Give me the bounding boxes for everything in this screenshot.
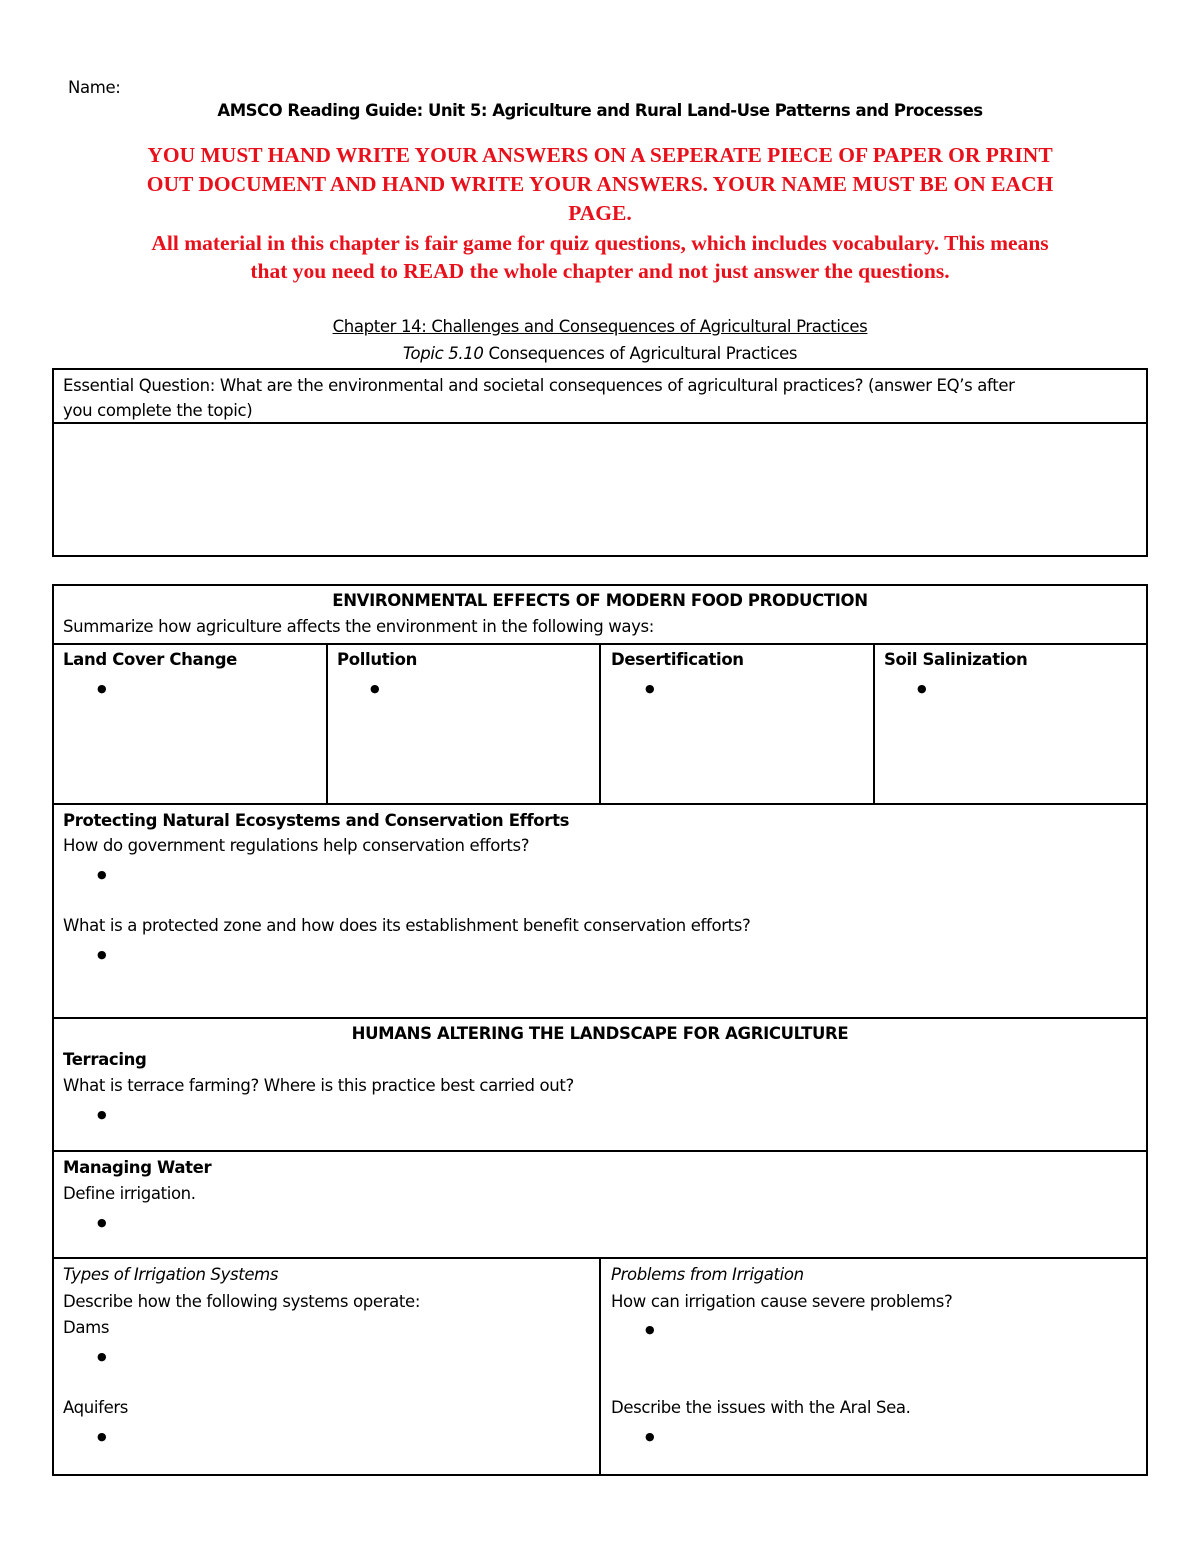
topic-name: Consequences of Agricultural Practices	[488, 344, 798, 363]
essential-question-line-1: Essential Question: What are the environmental and societal consequences of agricultural practices? (answer EQ’s after	[63, 376, 1015, 395]
bullet-point	[97, 1345, 107, 1367]
bullet-point	[97, 1211, 107, 1233]
column-divider	[599, 643, 601, 805]
divider	[52, 1017, 1148, 1019]
bullet-point	[645, 1425, 655, 1447]
soil-salinization-label: Soil Salinization	[884, 650, 1028, 669]
environmental-prompt: Summarize how agriculture affects the environment in the following ways:	[63, 617, 654, 636]
name-label: Name:	[68, 78, 121, 97]
warning-line-2: OUT DOCUMENT AND HAND WRITE YOUR ANSWERS. YOUR NAME MUST BE ON EACH	[146, 172, 1054, 196]
topic-title	[0, 341, 1200, 367]
desertification-label: Desertification	[611, 650, 744, 669]
bullet-point	[97, 677, 107, 699]
column-divider	[599, 1257, 601, 1475]
warning-line-3: PAGE.	[568, 201, 632, 225]
humans-heading: HUMANS ALTERING THE LANDSCAPE FOR AGRICULTURE	[351, 1024, 849, 1043]
topic-label: Topic 5.10	[402, 344, 484, 363]
bullet-point	[97, 1425, 107, 1447]
divider	[52, 1150, 1148, 1152]
terracing-heading: Terracing	[63, 1050, 147, 1069]
aquifers-label: Aquifers	[63, 1398, 129, 1417]
irrigation-types-heading: Types of Irrigation Systems	[63, 1265, 279, 1284]
essential-question-line-2: you complete the topic)	[63, 401, 253, 420]
environmental-heading: ENVIRONMENTAL EFFECTS OF MODERN FOOD PRODUCTION	[332, 591, 868, 610]
warning-line-1: YOU MUST HAND WRITE YOUR ANSWERS ON A SEPERATE PIECE OF PAPER OR PRINT	[147, 143, 1053, 167]
bullet-point	[97, 863, 107, 885]
irrigation-problems-question-1: How can irrigation cause severe problems?	[611, 1292, 953, 1311]
bullet-point	[370, 677, 380, 699]
pollution-label: Pollution	[337, 650, 417, 669]
divider	[52, 803, 1148, 805]
page-title: AMSCO Reading Guide: Unit 5: Agriculture and Rural Land-Use Patterns and Processes	[217, 101, 983, 120]
bullet-point	[97, 943, 107, 965]
bullet-point	[97, 1103, 107, 1125]
irrigation-problems-question-2: Describe the issues with the Aral Sea.	[611, 1398, 911, 1417]
protecting-question-2: What is a protected zone and how does its establishment benefit conservation efforts?	[63, 916, 751, 935]
notice-line-2: that you need to READ the whole chapter and not just answer the questions.	[250, 259, 950, 283]
protecting-heading: Protecting Natural Ecosystems and Conservation Efforts	[63, 811, 570, 830]
terracing-question: What is terrace farming? Where is this practice best carried out?	[63, 1076, 574, 1095]
protecting-question-1: How do government regulations help conservation efforts?	[63, 836, 530, 855]
irrigation-types-prompt: Describe how the following systems operate:	[63, 1292, 421, 1311]
chapter-title: Chapter 14: Challenges and Consequences of Agricultural Practices	[332, 317, 868, 336]
bullet-point	[645, 677, 655, 699]
bullet-point	[645, 1318, 655, 1340]
managing-water-heading: Managing Water	[63, 1158, 212, 1177]
define-irrigation-question: Define irrigation.	[63, 1184, 196, 1203]
land-cover-change-label: Land Cover Change	[63, 650, 238, 669]
dams-label: Dams	[63, 1318, 110, 1337]
irrigation-problems-heading: Problems from Irrigation	[611, 1265, 804, 1284]
column-divider	[326, 643, 328, 805]
bullet-point	[917, 677, 927, 699]
column-divider	[873, 643, 875, 805]
notice-line-1: All material in this chapter is fair game for quiz questions, which includes vocabulary. This means	[151, 231, 1049, 255]
